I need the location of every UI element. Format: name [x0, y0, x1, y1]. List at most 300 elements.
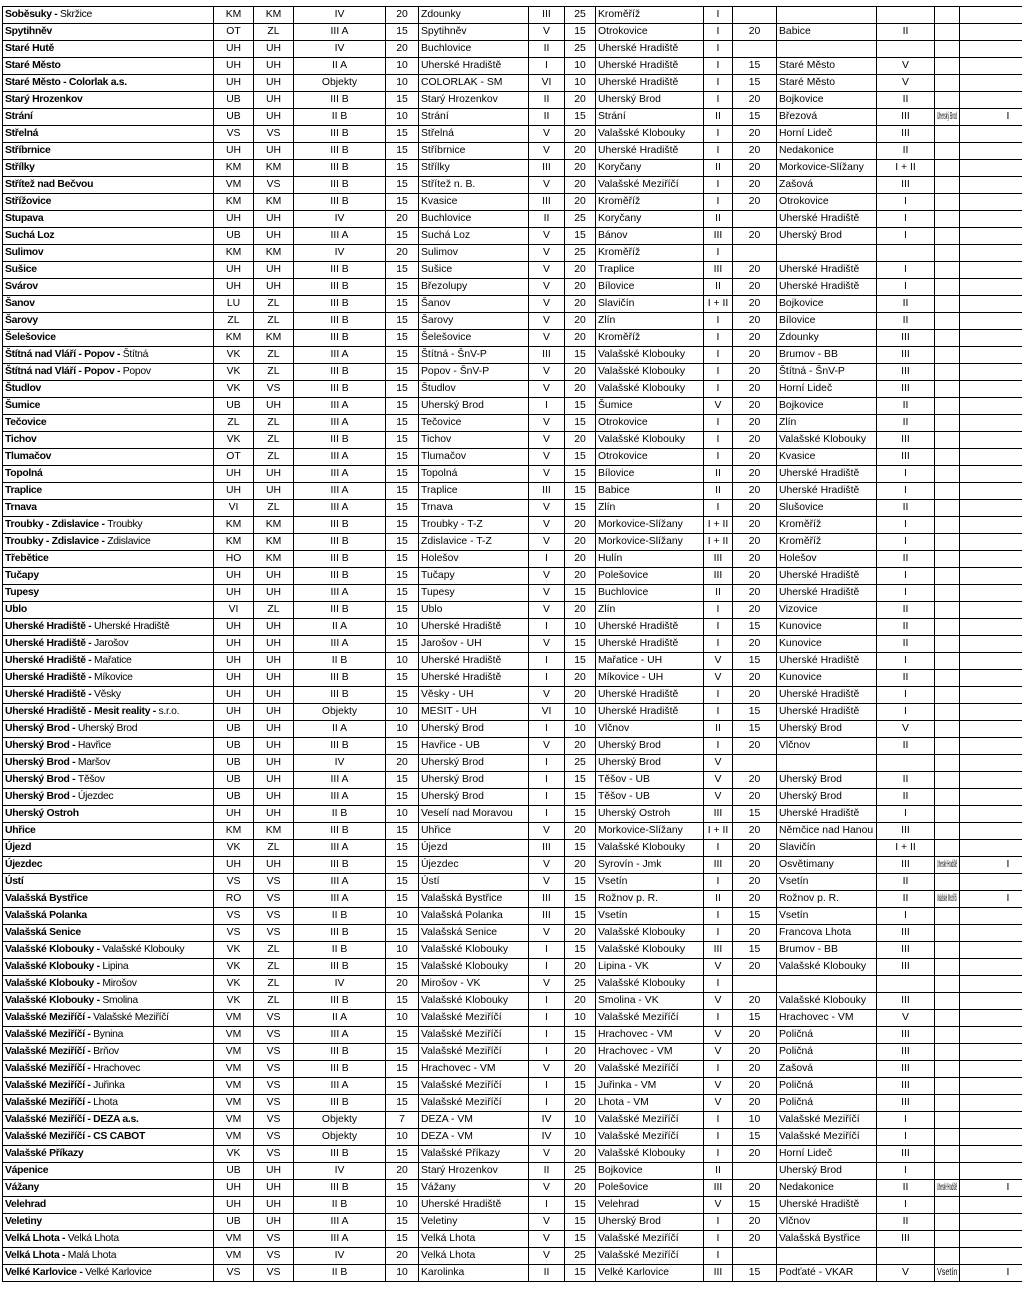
table-cell	[733, 211, 777, 228]
table-cell: 15	[386, 483, 419, 500]
table-cell: Babice	[596, 483, 704, 500]
table-row	[3, 823, 1022, 840]
table-cell: UH	[254, 619, 294, 636]
table-cell: VS	[254, 1248, 294, 1265]
table-cell: 20	[565, 959, 596, 976]
separator: -	[85, 638, 95, 649]
table-cell: UH	[254, 721, 294, 738]
table-row	[3, 806, 1022, 823]
table-cell: 20	[565, 92, 596, 109]
municipality-part: Brňov	[93, 1046, 119, 1057]
table-cell: Nedakonice	[777, 143, 877, 160]
table-cell: ZL	[254, 364, 294, 381]
table-cell: COLORLAK - SM	[419, 75, 529, 92]
municipality-cell	[3, 398, 214, 415]
municipality-cell	[3, 1112, 214, 1129]
table-cell	[935, 313, 960, 330]
table-cell: UH	[254, 466, 294, 483]
table-cell: III B	[294, 177, 386, 194]
municipality-cell	[3, 262, 214, 279]
table-row	[3, 602, 1022, 619]
table-cell: 15	[386, 330, 419, 347]
table-cell: Valašské Meziříčí	[935, 891, 960, 908]
table-cell: I	[529, 806, 565, 823]
table-cell	[960, 670, 1022, 687]
table-cell: IV	[294, 7, 386, 24]
table-cell: III	[877, 993, 935, 1010]
table-cell: 20	[565, 194, 596, 211]
separator: -	[114, 349, 123, 360]
municipality-name: Uherský Ostroh	[5, 808, 79, 819]
table-row	[3, 483, 1022, 500]
table-cell: Objekty	[294, 704, 386, 721]
table-cell: 15	[386, 551, 419, 568]
table-cell	[960, 755, 1022, 772]
separator: -	[59, 1233, 68, 1244]
table-cell: Traplice	[596, 262, 704, 279]
table-cell: Těšov - UB	[596, 772, 704, 789]
table-cell: 10	[386, 942, 419, 959]
table-cell	[960, 976, 1022, 993]
municipality-cell	[3, 330, 214, 347]
table-cell: 20	[733, 1095, 777, 1112]
table-cell: III B	[294, 738, 386, 755]
table-row	[3, 653, 1022, 670]
table-cell: UH	[214, 41, 254, 58]
table-cell: III A	[294, 1078, 386, 1095]
municipality-part: Lipina	[102, 961, 129, 972]
table-cell: V	[529, 262, 565, 279]
table-cell: III B	[294, 330, 386, 347]
table-cell: LU	[214, 296, 254, 313]
table-cell: 15	[565, 109, 596, 126]
table-cell: UH	[254, 585, 294, 602]
table-cell: 15	[565, 24, 596, 41]
table-row	[3, 398, 1022, 415]
table-row	[3, 942, 1022, 959]
table-cell: IV	[294, 211, 386, 228]
table-cell	[733, 976, 777, 993]
table-cell: Újezd	[419, 840, 529, 857]
municipality-part: Bynina	[93, 1029, 124, 1040]
table-cell: 20	[565, 279, 596, 296]
municipality-cell	[3, 1163, 214, 1180]
table-cell: UH	[214, 857, 254, 874]
table-cell: 15	[386, 636, 419, 653]
table-cell: 25	[565, 1163, 596, 1180]
table-cell: UH	[254, 772, 294, 789]
table-cell: 10	[386, 1010, 419, 1027]
municipality-cell	[3, 1197, 214, 1214]
table-cell: II B	[294, 653, 386, 670]
table-cell: 20	[733, 432, 777, 449]
municipality-name: Velká Lhota	[5, 1250, 60, 1261]
table-cell	[960, 1044, 1022, 1061]
table-cell: II	[704, 466, 733, 483]
table-cell: I	[704, 126, 733, 143]
table-cell	[960, 194, 1022, 211]
municipality-name: Trnava	[5, 502, 37, 513]
table-cell: Valašské Meziříčí	[596, 1010, 704, 1027]
table-cell: 20	[733, 585, 777, 602]
table-cell: III A	[294, 874, 386, 891]
table-cell: II	[529, 1265, 565, 1282]
table-cell: 20	[733, 874, 777, 891]
table-cell: 20	[733, 925, 777, 942]
table-cell: 15	[386, 313, 419, 330]
table-cell: UH	[214, 653, 254, 670]
municipality-name: Valašské Klobouky	[5, 995, 95, 1006]
table-cell: 20	[733, 891, 777, 908]
table-cell: Valašské Meziříčí	[596, 177, 704, 194]
table-cell: 20	[565, 296, 596, 313]
table-cell: Jarošov - UH	[419, 636, 529, 653]
municipality-name: Suchá Loz	[5, 230, 55, 241]
table-row	[3, 1146, 1022, 1163]
table-cell: II B	[294, 109, 386, 126]
table-cell: I	[704, 874, 733, 891]
table-cell: Uherské Hradiště	[596, 75, 704, 92]
table-cell: KM	[254, 534, 294, 551]
separator: -	[76, 1267, 86, 1278]
table-cell: V	[529, 279, 565, 296]
municipality-cell	[3, 160, 214, 177]
table-cell	[935, 262, 960, 279]
table-cell	[960, 1027, 1022, 1044]
table-cell: 15	[386, 874, 419, 891]
table-cell: Hrachovec - VM	[419, 1061, 529, 1078]
table-cell: Objekty	[294, 75, 386, 92]
table-cell: II B	[294, 806, 386, 823]
table-cell: Věsky - UH	[419, 687, 529, 704]
table-cell: II	[877, 670, 935, 687]
table-cell	[960, 211, 1022, 228]
table-cell: I	[529, 942, 565, 959]
table-cell: 15	[386, 687, 419, 704]
table-cell: Valašské Klobouky	[419, 942, 529, 959]
table-cell: III B	[294, 381, 386, 398]
table-cell: VS	[214, 925, 254, 942]
table-cell: III B	[294, 670, 386, 687]
table-cell	[935, 483, 960, 500]
table-cell	[960, 806, 1022, 823]
table-cell: II	[877, 874, 935, 891]
table-cell: 15	[565, 1027, 596, 1044]
table-cell: Hrachovec - VM	[777, 1010, 877, 1027]
table-cell	[935, 449, 960, 466]
table-cell: Holešov	[777, 551, 877, 568]
table-cell	[733, 1248, 777, 1265]
table-cell: I	[877, 1129, 935, 1146]
municipality-cell	[3, 415, 214, 432]
table-cell	[960, 1061, 1022, 1078]
municipality-cell	[3, 517, 214, 534]
table-cell: Valašské Meziříčí	[777, 1129, 877, 1146]
table-cell: 15	[386, 449, 419, 466]
table-cell	[960, 1214, 1022, 1231]
municipality-cell	[3, 959, 214, 976]
table-cell: DEZA - VM	[419, 1112, 529, 1129]
municipality-name: Valašské Meziříčí	[5, 1029, 85, 1040]
table-row	[3, 415, 1022, 432]
table-cell: Valašské Klobouky	[596, 432, 704, 449]
table-cell: 15	[386, 1146, 419, 1163]
table-cell: 20	[733, 466, 777, 483]
table-cell: Bílovice	[596, 279, 704, 296]
municipality-part: Havřice	[77, 740, 112, 751]
table-cell: III	[877, 330, 935, 347]
table-cell: VS	[254, 1095, 294, 1112]
table-cell: ZL	[254, 500, 294, 517]
table-cell	[777, 755, 877, 772]
table-cell: Valašské Klobouky	[596, 126, 704, 143]
table-cell	[877, 245, 935, 262]
municipality-cell	[3, 211, 214, 228]
municipality-name: Tučapy	[5, 570, 39, 581]
table-cell: Valašské Meziříčí	[596, 1112, 704, 1129]
table-cell: I	[704, 347, 733, 364]
table-cell: I	[529, 1197, 565, 1214]
separator: -	[51, 9, 61, 20]
table-cell: III A	[294, 1027, 386, 1044]
table-cell: 20	[565, 857, 596, 874]
table-cell: 20	[733, 92, 777, 109]
table-cell: I	[704, 1061, 733, 1078]
separator: -	[84, 1046, 94, 1057]
table-cell: Uherské Hradiště	[777, 466, 877, 483]
table-cell: VK	[214, 347, 254, 364]
table-cell	[935, 1061, 960, 1078]
table-cell: 15	[565, 449, 596, 466]
table-cell: Zdounky	[419, 7, 529, 24]
table-cell: Uherské Hradiště	[777, 483, 877, 500]
table-cell	[960, 75, 1022, 92]
table-cell: 20	[733, 24, 777, 41]
table-cell	[777, 41, 877, 58]
table-cell: I	[704, 432, 733, 449]
table-cell	[935, 228, 960, 245]
table-cell: 20	[565, 160, 596, 177]
table-cell: VS	[214, 908, 254, 925]
table-cell: Morkovice-Slížany	[596, 517, 704, 534]
municipality-name: Valašské Meziříčí	[5, 1097, 85, 1108]
municipality-cell	[3, 602, 214, 619]
table-cell: UH	[254, 92, 294, 109]
table-row	[3, 925, 1022, 942]
table-cell: III B	[294, 517, 386, 534]
table-cell: I	[704, 75, 733, 92]
table-cell: VS	[254, 1010, 294, 1027]
table-cell: 20	[565, 1044, 596, 1061]
municipality-name: Střítež nad Bečvou	[5, 179, 94, 190]
table-cell: Kroměříž	[596, 7, 704, 24]
table-cell	[935, 823, 960, 840]
table-cell	[935, 551, 960, 568]
table-cell: ZL	[254, 976, 294, 993]
table-cell	[960, 534, 1022, 551]
table-cell: III B	[294, 1061, 386, 1078]
table-cell: Valašské Meziříčí	[419, 1010, 529, 1027]
table-cell: V	[529, 857, 565, 874]
table-cell: V	[529, 1231, 565, 1248]
separator: -	[94, 995, 103, 1006]
table-cell: Uherské Hradiště	[596, 687, 704, 704]
table-cell: Veletiny	[419, 1214, 529, 1231]
table-cell: 20	[733, 738, 777, 755]
municipality-cell	[3, 313, 214, 330]
table-cell	[935, 1078, 960, 1095]
table-cell: II	[704, 279, 733, 296]
municipality-part: Lhota	[93, 1097, 118, 1108]
table-cell: 20	[733, 500, 777, 517]
table-row	[3, 1112, 1022, 1129]
table-cell	[935, 194, 960, 211]
table-cell: II	[877, 1214, 935, 1231]
table-cell: Hrachovec - VM	[596, 1044, 704, 1061]
municipality-part: Zdislavice	[107, 536, 151, 547]
table-cell: Těšov - UB	[596, 789, 704, 806]
table-cell: Uherský Brod	[596, 755, 704, 772]
table-cell: III	[877, 1027, 935, 1044]
separator: -	[84, 1080, 94, 1091]
table-cell: Uherské Hradiště	[777, 806, 877, 823]
municipality-name: Valašské Meziříčí - DEZA a.s.	[5, 1114, 139, 1125]
table-cell	[935, 585, 960, 602]
municipality-cell	[3, 1010, 214, 1027]
municipality-cell	[3, 755, 214, 772]
table-cell: 15	[733, 908, 777, 925]
table-cell: UH	[254, 398, 294, 415]
table-cell: 20	[733, 483, 777, 500]
table-cell: Poličná	[777, 1078, 877, 1095]
table-cell	[960, 330, 1022, 347]
table-cell: VS	[214, 1265, 254, 1282]
municipality-name: Újezdec	[5, 859, 43, 870]
table-cell: III	[704, 857, 733, 874]
table-cell: V	[529, 636, 565, 653]
table-cell: UH	[214, 704, 254, 721]
table-cell: III	[704, 262, 733, 279]
table-cell: UH	[254, 789, 294, 806]
table-row	[3, 1214, 1022, 1231]
table-cell	[935, 1027, 960, 1044]
table-cell: 10	[386, 806, 419, 823]
table-cell: VS	[254, 1061, 294, 1078]
table-cell: ZL	[254, 347, 294, 364]
table-cell	[960, 313, 1022, 330]
table-cell: Morkovice-Slížany	[777, 160, 877, 177]
table-cell: Vážany	[419, 1180, 529, 1197]
table-cell: Troubky - T-Z	[419, 517, 529, 534]
table-cell: OT	[214, 24, 254, 41]
table-cell	[960, 58, 1022, 75]
table-cell: Polešovice	[596, 1180, 704, 1197]
table-cell: 15	[733, 75, 777, 92]
table-cell: Valašské Klobouky	[419, 993, 529, 1010]
table-cell: 20	[733, 1146, 777, 1163]
table-row	[3, 313, 1022, 330]
table-cell: V	[529, 415, 565, 432]
table-cell	[935, 211, 960, 228]
table-cell: Slavičín	[596, 296, 704, 313]
municipality-name: Velká Lhota	[5, 1233, 60, 1244]
table-cell	[733, 41, 777, 58]
table-cell: III A	[294, 585, 386, 602]
table-cell: II	[877, 24, 935, 41]
table-cell: VS	[254, 1112, 294, 1129]
table-cell	[960, 466, 1022, 483]
municipality-name: Ústí	[5, 876, 24, 887]
municipality-cell	[3, 228, 214, 245]
table-cell: VK	[214, 993, 254, 1010]
table-cell: III A	[294, 500, 386, 517]
table-cell: 7	[386, 1112, 419, 1129]
table-cell	[935, 330, 960, 347]
table-row	[3, 92, 1022, 109]
table-cell: I	[704, 1248, 733, 1265]
table-cell: 15	[565, 653, 596, 670]
table-cell: II B	[294, 1265, 386, 1282]
table-cell: 15	[733, 619, 777, 636]
table-cell	[935, 500, 960, 517]
table-cell: 20	[733, 449, 777, 466]
table-cell: 20	[565, 602, 596, 619]
table-cell	[935, 959, 960, 976]
table-cell: ZL	[254, 313, 294, 330]
table-cell: V	[529, 228, 565, 245]
table-cell: III A	[294, 1214, 386, 1231]
table-cell: I	[529, 653, 565, 670]
table-cell: 15	[565, 874, 596, 891]
table-cell: V	[529, 602, 565, 619]
table-cell: I + II	[704, 534, 733, 551]
municipality-cell	[3, 1231, 214, 1248]
table-cell: V	[529, 925, 565, 942]
table-cell: V	[529, 1061, 565, 1078]
table-cell: II	[704, 585, 733, 602]
table-cell: Uherské Hradiště	[596, 704, 704, 721]
table-cell: II	[529, 92, 565, 109]
municipality-name: Staré Hutě	[5, 43, 54, 54]
table-cell: I	[877, 517, 935, 534]
table-cell	[960, 1248, 1022, 1265]
table-cell: 15	[733, 704, 777, 721]
table-row	[3, 721, 1022, 738]
municipality-name: Šumice	[5, 400, 41, 411]
table-cell: I	[704, 1129, 733, 1146]
table-cell: I	[877, 211, 935, 228]
table-cell: KM	[254, 245, 294, 262]
table-cell: III A	[294, 636, 386, 653]
municipality-cell	[3, 1095, 214, 1112]
table-cell: III	[529, 7, 565, 24]
table-cell: II	[704, 1163, 733, 1180]
table-cell: UH	[254, 1214, 294, 1231]
table-cell: Uhřice	[419, 823, 529, 840]
table-cell: 15	[386, 891, 419, 908]
table-cell: 20	[733, 636, 777, 653]
table-cell: Vsetín	[777, 908, 877, 925]
table-cell: Zašová	[777, 1061, 877, 1078]
municipality-cell	[3, 1265, 214, 1282]
table-cell: I	[704, 24, 733, 41]
table-cell: 20	[565, 823, 596, 840]
table-cell: I	[704, 92, 733, 109]
municipality-name: Veletiny	[5, 1216, 42, 1227]
table-cell: II A	[294, 721, 386, 738]
table-cell: Uherské Hradiště	[935, 857, 960, 874]
table-cell: III	[704, 1265, 733, 1282]
